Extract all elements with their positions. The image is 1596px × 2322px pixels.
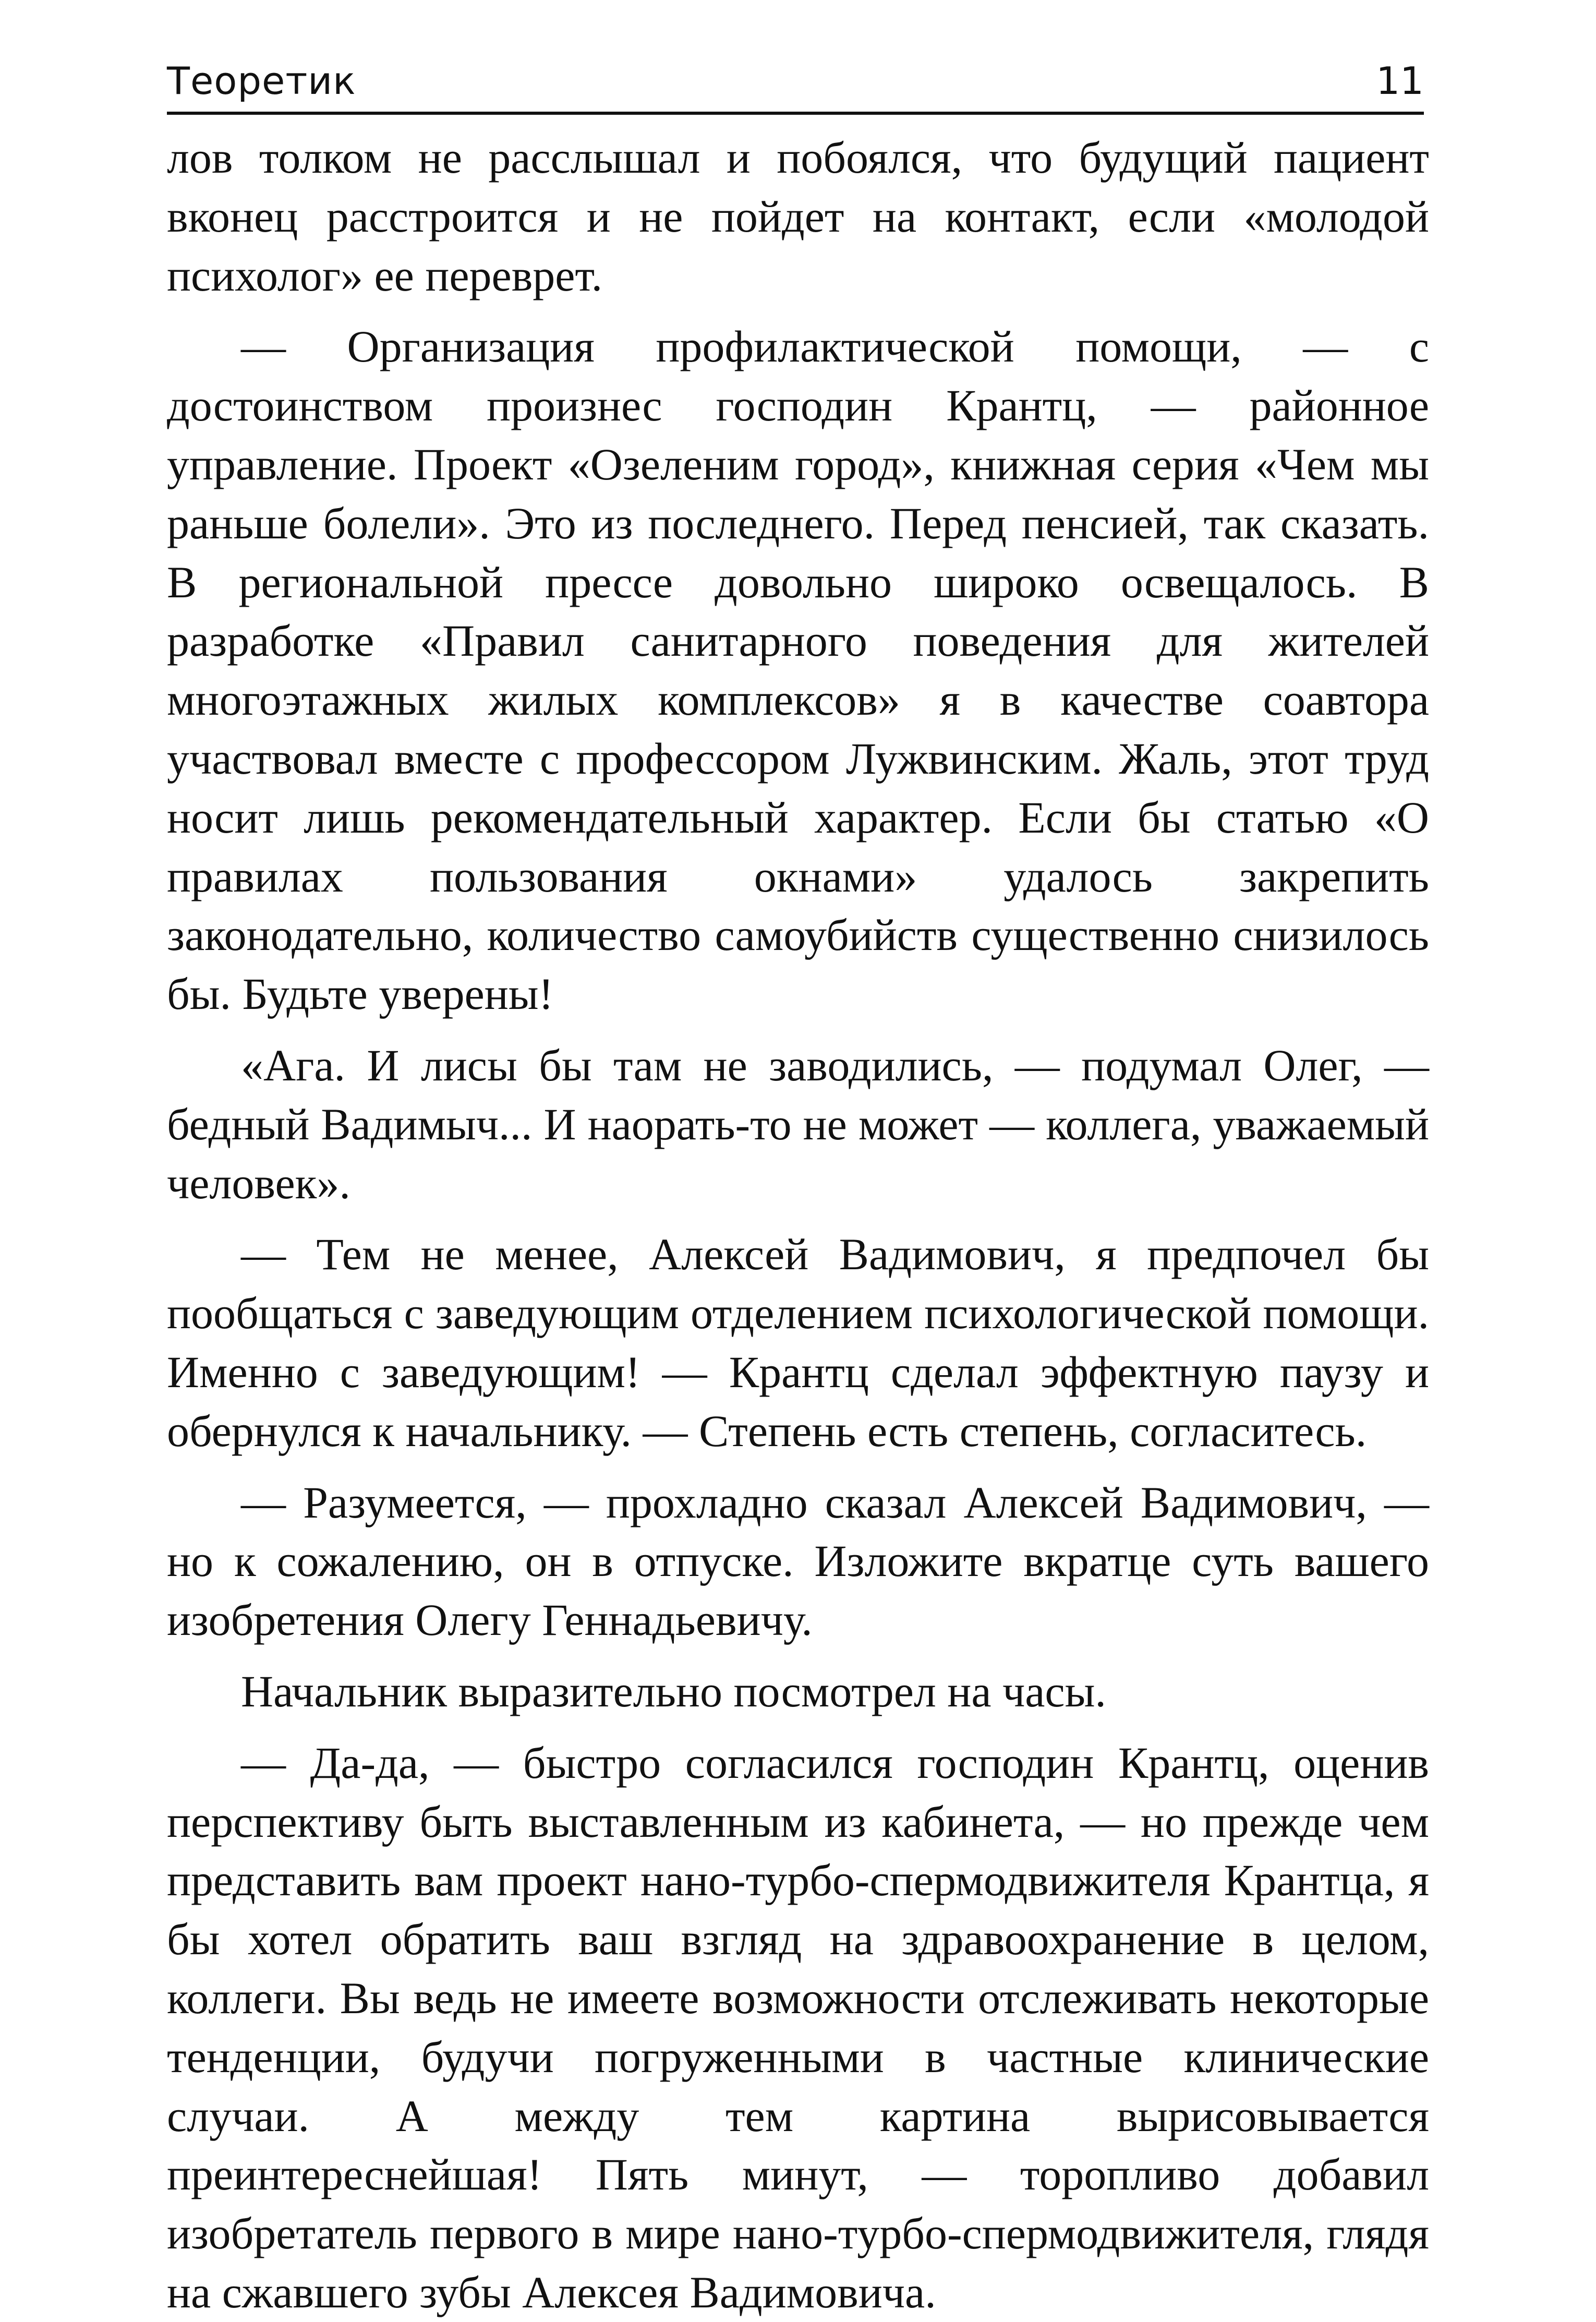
paragraph: «Ага. И лисы бы там не заводились, — подумал Олег, — бедный Вадимыч... И наорать-то не может — коллега, уважаемый человек». bbox=[167, 1040, 1429, 1208]
paragraph: — Организация профилактической помощи, — с достоинством произнес господин Крантц, — районное управление. Проект «Озеленим город», книжная серия «Чем мы раньше болели». Это из последнего. Перед пенсией, так сказать. В региональной прессе довольно широко освещалось. В разработке «Правил санитарного поведения для жителей многоэтажных жилых комплексов» я в качестве соавтора участвовал вместе с профессором Лужвинским. Жаль, этот труд носит лишь рекомендательный характер. Если бы статью «О правилах пользования окнами» удалось закрепить законодательно, количество самоубийств существенно снизилось бы. Будьте уверены! bbox=[167, 321, 1429, 1019]
paragraph: — Да-да, — быстро согласился господин Крантц, оценив перспективу быть выставленным из кабинета, — но прежде чем представить вам проект нано-турбо-спермодвижителя Крантца, я бы хотел обратить ваш взгляд на здравоохранение в целом, коллеги. Вы ведь не имеете возможности отслеживать некоторые тенденции, будучи погруженными в частные клинические случаи. А между тем картина вырисовывается преинтереснейшая! Пять минут, — торопливо добавил изобретатель первого в мире нано-турбо-спермодвижителя, глядя на сжавшего зубы Алексея Вадимовича. bbox=[167, 1737, 1429, 2317]
running-title: Теоретик bbox=[167, 59, 356, 103]
header-rule bbox=[167, 112, 1424, 115]
paragraph: — Разумеется, — прохладно сказал Алексей Вадимович, — но к сожалению, он в отпуске. Изложите вкратце суть вашего изобретения Олегу Геннадьевичу. bbox=[167, 1477, 1429, 1645]
running-header bbox=[167, 52, 1424, 110]
page-number: 11 bbox=[1376, 59, 1424, 103]
paragraph: — Тем не менее, Алексей Вадимович, я предпочел бы пообщаться с заведующим отделением психологической помощи. Именно с заведующим! — Крантц сделал эффектную паузу и обернулся к начальнику. — Степень есть степень, согласитесь. bbox=[167, 1229, 1429, 1456]
paragraph-continued: лов толком не расслышал и побоялся, что будущий пациент вконец расстроится и не пойдет на контакт, если «молодой психолог» ее переврет. bbox=[167, 133, 1429, 300]
paragraph: Начальник выразительно посмотрел на часы. bbox=[241, 1666, 1106, 1716]
body-text bbox=[167, 128, 1429, 2322]
